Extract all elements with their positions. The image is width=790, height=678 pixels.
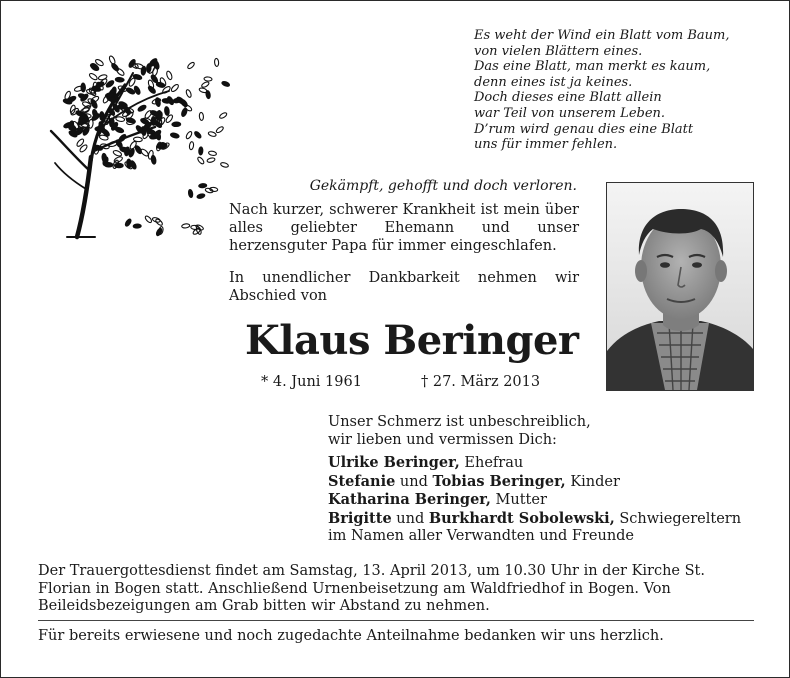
poem-line: uns für immer fehlen. (474, 137, 618, 153)
poem-line: Das eine Blatt, man merkt es kaum, (474, 59, 711, 75)
thanks-text: Für bereits erwiesene und noch zugedachte Anteilnahme bedanken wir uns herzlich. (38, 628, 664, 644)
poem (474, 28, 730, 153)
mourner-name: Burkhardt Sobolewski, (428, 509, 615, 527)
mourner-name: Ulrike Beringer, (328, 454, 460, 471)
announcement (229, 201, 579, 305)
mourner-parents-in-law (328, 510, 768, 529)
poem-line: war Teil von unserem Leben. (474, 105, 666, 121)
poem-line: denn eines ist ja keines. (474, 74, 633, 90)
poem-line: Es weht der Wind ein Blatt vom Baum, (474, 28, 730, 43)
mourner-relation: Kinder (565, 473, 620, 490)
poem-line: Doch dieses eine Blatt allein (474, 90, 662, 106)
mourning-line: Unser Schmerz ist unbeschreiblich, (328, 414, 591, 430)
birth-date: * 4. Juni 1961 (261, 374, 362, 390)
mourner-relation: Mutter (490, 492, 547, 508)
mourning-line: wir lieben und vermissen Dich: (328, 431, 557, 448)
mourner-mother (328, 491, 768, 510)
poem-line: von vielen Blättern eines. (474, 43, 643, 59)
joiner-text: und (395, 473, 433, 490)
mourner-name: Tobias Beringer, (432, 472, 566, 490)
poem-line: D’rum wird genau dies eine Blatt (474, 121, 694, 137)
mourner-relation: Schwiegereltern (614, 510, 742, 527)
mourners-block (328, 414, 768, 546)
mourner-children (328, 473, 768, 492)
mourner-wife (328, 454, 768, 473)
mourner-others: im Namen aller Verwandten und Freunde (328, 528, 635, 544)
divider (38, 620, 754, 621)
announcement-text: Nach kurzer, schwerer Krankheit ist mein über alles geliebter Ehemann und unser herzensguter Papa für immer eingeschlafen. (229, 202, 579, 254)
service-info: Der Trauergottesdienst findet am Samstag, 13. April 2013, um 10.30 Uhr in der Kirche St. Florian in Bogen statt. Anschließend Urnenbeisetzung am Waldfriedhof in Bogen. Von Beileidsbezeigungen am Grab bitten wir Abstand zu nehmen. (38, 563, 705, 614)
mourner-name: Stefanie (328, 472, 396, 490)
deceased-name: Klaus Beringer (245, 317, 579, 364)
death-date: † 27. März 2013 (421, 374, 541, 390)
mourner-name: Brigitte (328, 509, 392, 527)
mourner-relation: Ehefrau (459, 455, 524, 471)
mourner-name: Katharina Beringer, (328, 491, 491, 508)
tree-illustration (37, 39, 233, 243)
portrait-photo (606, 182, 754, 391)
joiner-text: und (391, 510, 429, 527)
motto: Gekämpft, gehofft und doch verloren. (309, 178, 577, 194)
farewell-text: In unendlicher Dankbarkeit nehmen wir Abschied von (229, 270, 579, 304)
